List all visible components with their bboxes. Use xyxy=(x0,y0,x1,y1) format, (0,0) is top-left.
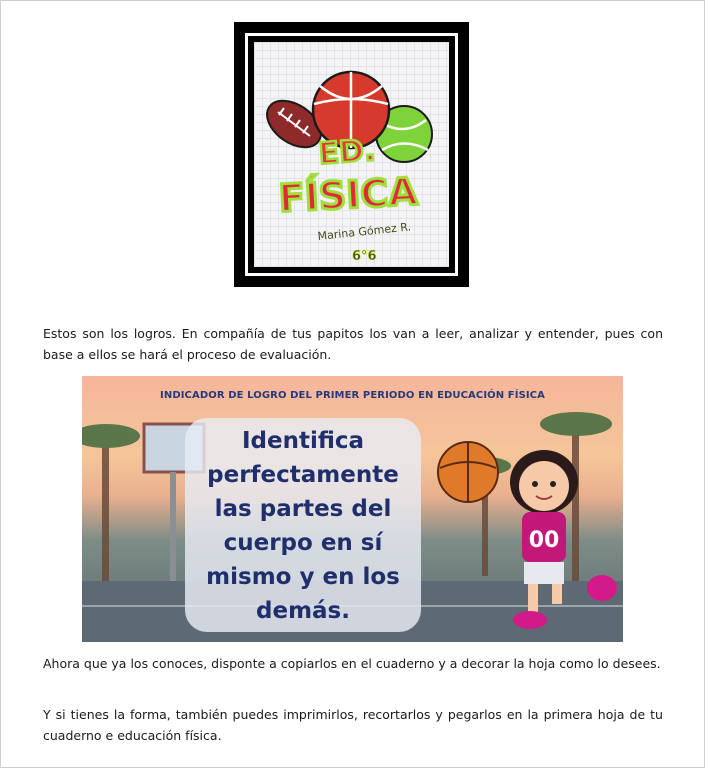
banner-title: INDICADOR DE LOGRO DEL PRIMER PERIODO EN EDUCACIÓN FÍSICA xyxy=(160,390,545,401)
achievement-banner-image xyxy=(82,376,623,642)
logo-line1-text: ED. xyxy=(317,133,377,172)
ed-fisica-logo-image xyxy=(234,22,469,287)
logo-line2-text: FÍSICA xyxy=(277,169,419,221)
print-paragraph: Y si tienes la forma, también puedes imprimirlos, recortarlos y pegarlos en la primera hoja de tu cuaderno e educación física. xyxy=(43,707,663,743)
instructions-paragraph: Ahora que ya los conoces, disponte a copiarlos en el cuaderno y a decorar la hoja como lo desees. xyxy=(43,656,661,671)
sports-balls-drawing xyxy=(254,42,443,267)
logo-inner-frame xyxy=(245,33,458,276)
jersey-number: 00 xyxy=(528,528,560,553)
achievement-indicator-text: Identifica perfectamente las partes del cuerpo en sí mismo y en los demás. xyxy=(206,428,400,624)
banner-text-card xyxy=(185,418,421,632)
logo-signature: Marina Gómez R. xyxy=(316,220,412,243)
logo-drawing xyxy=(254,42,449,267)
intro-paragraph: Estos son los logros. En compañía de tus papitos los van a leer, analizar y entender, pues con base a ellos se hará el proceso de evaluación. xyxy=(43,326,663,362)
logo-grade: 6°6 xyxy=(352,249,377,264)
